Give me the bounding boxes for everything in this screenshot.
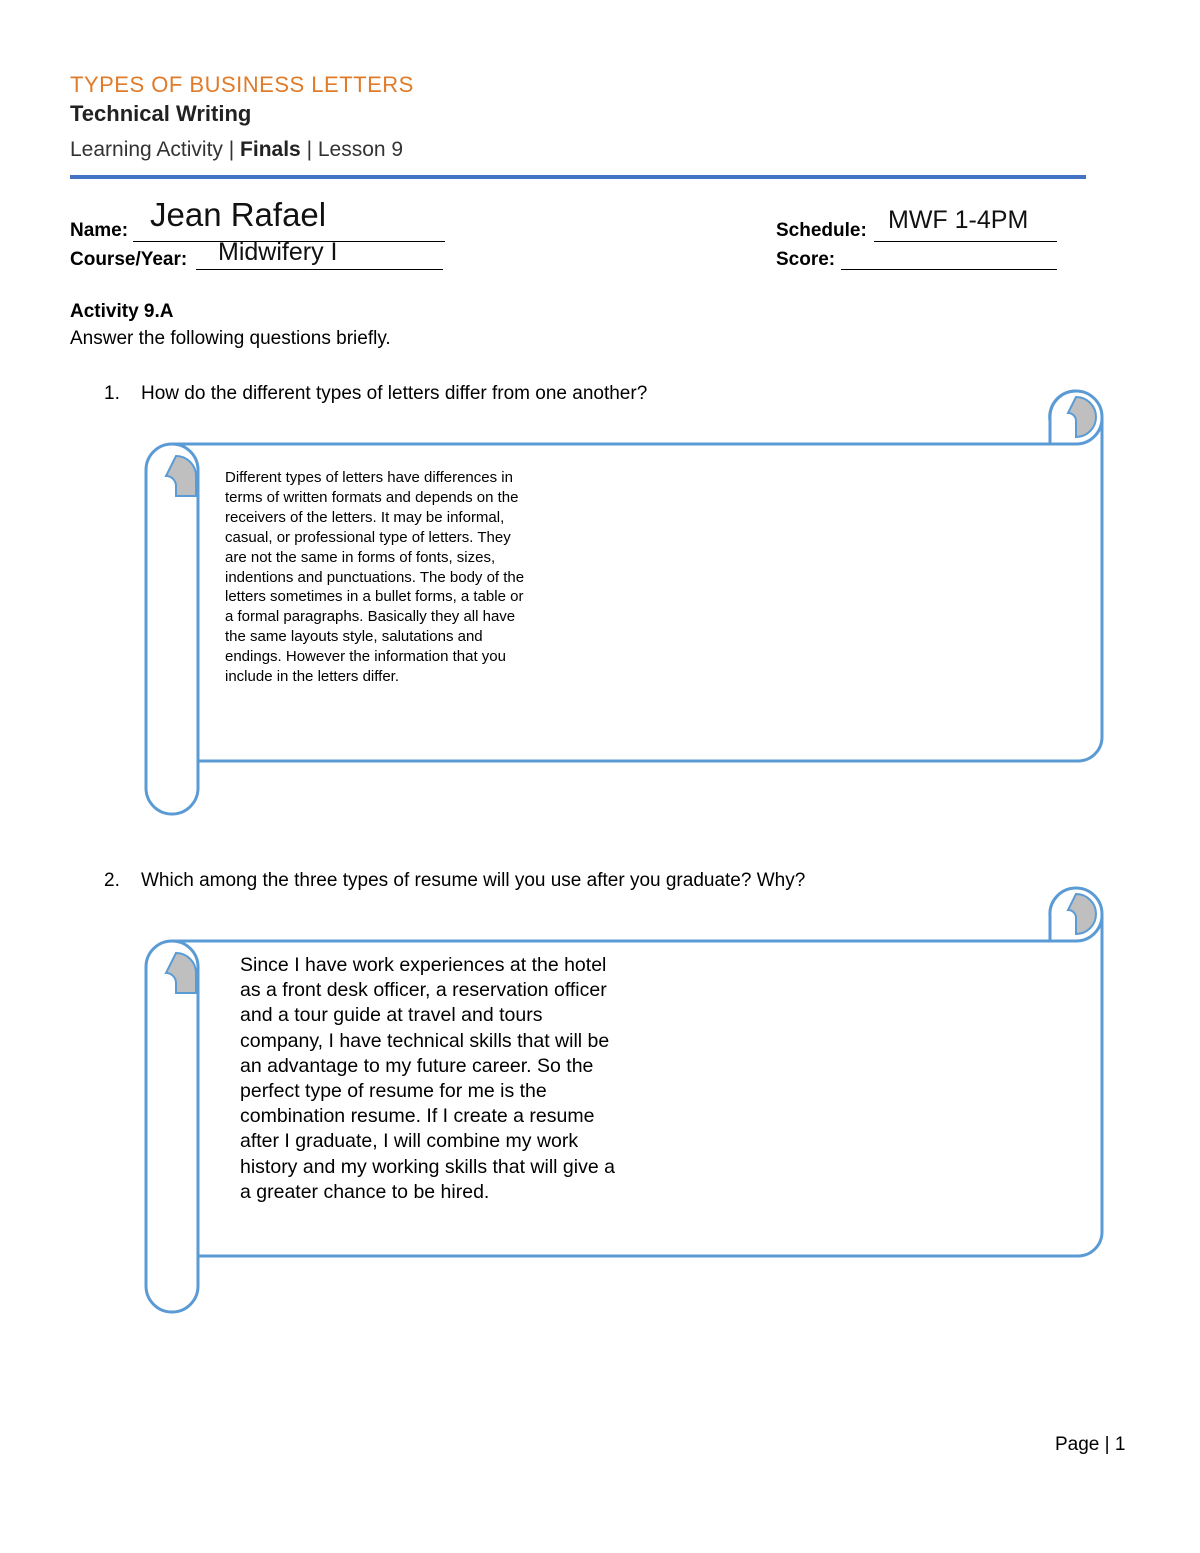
name-value[interactable]: Jean Rafael [150,196,327,233]
question-1-text: How do the different types of letters differ from one another? [141,383,648,404]
answer-2-text[interactable]: Since I have work experiences at the hotel as a front desk officer, a reservation officer and a tour guide at travel and tours company, I have technical skills that will be an advantage to my future career. So the perfect type of resume for me is the combination resume. If I create a resume after I graduate, I will combine my work history and my working skills that will give a a greater chance to be hired. [240,954,615,1203]
question-2-text: Which among the three types of resume will you use after you graduate? Why? [141,870,806,891]
question-2-number: 2. [104,870,120,891]
scroll-1-left-curl [166,456,196,496]
document-title: TYPES OF BUSINESS LETTERS [70,72,414,97]
activity-instruction: Answer the following questions briefly. [70,328,391,349]
score-label: Score: [776,249,836,270]
schedule-label: Schedule: [776,220,867,241]
scroll-2-top-curl [1068,894,1096,934]
subject-heading: Technical Writing [70,101,252,126]
course-value[interactable]: Midwifery I [218,238,338,266]
answer-1-text[interactable]: Different types of letters have differences in terms of written formats and depends on the receivers of the letters. It may be informal, casual, or professional type of letters. They are not the same in forms of fonts, sizes, indentions and punctuations. The body of the letters sometimes in a bullet forms, a table or a formal paragraphs. Basically they all have the same layouts style, salutations and endings. However the information that you include in the letters differ. [225,469,525,686]
course-label: Course/Year: [70,249,188,270]
scroll-2-left-curl [166,953,196,993]
page-number: Page | 1 [1055,1434,1126,1455]
meta-prefix: Learning Activity | [70,138,241,161]
meta-suffix: | Lesson 9 [300,138,404,161]
activity-title: Activity 9.A [70,301,174,322]
schedule-value[interactable]: MWF 1-4PM [888,206,1029,234]
question-1-number: 1. [104,383,120,404]
scroll-1-top-curl [1068,397,1096,437]
name-label: Name: [70,220,129,241]
meta-term: Finals [240,138,301,161]
